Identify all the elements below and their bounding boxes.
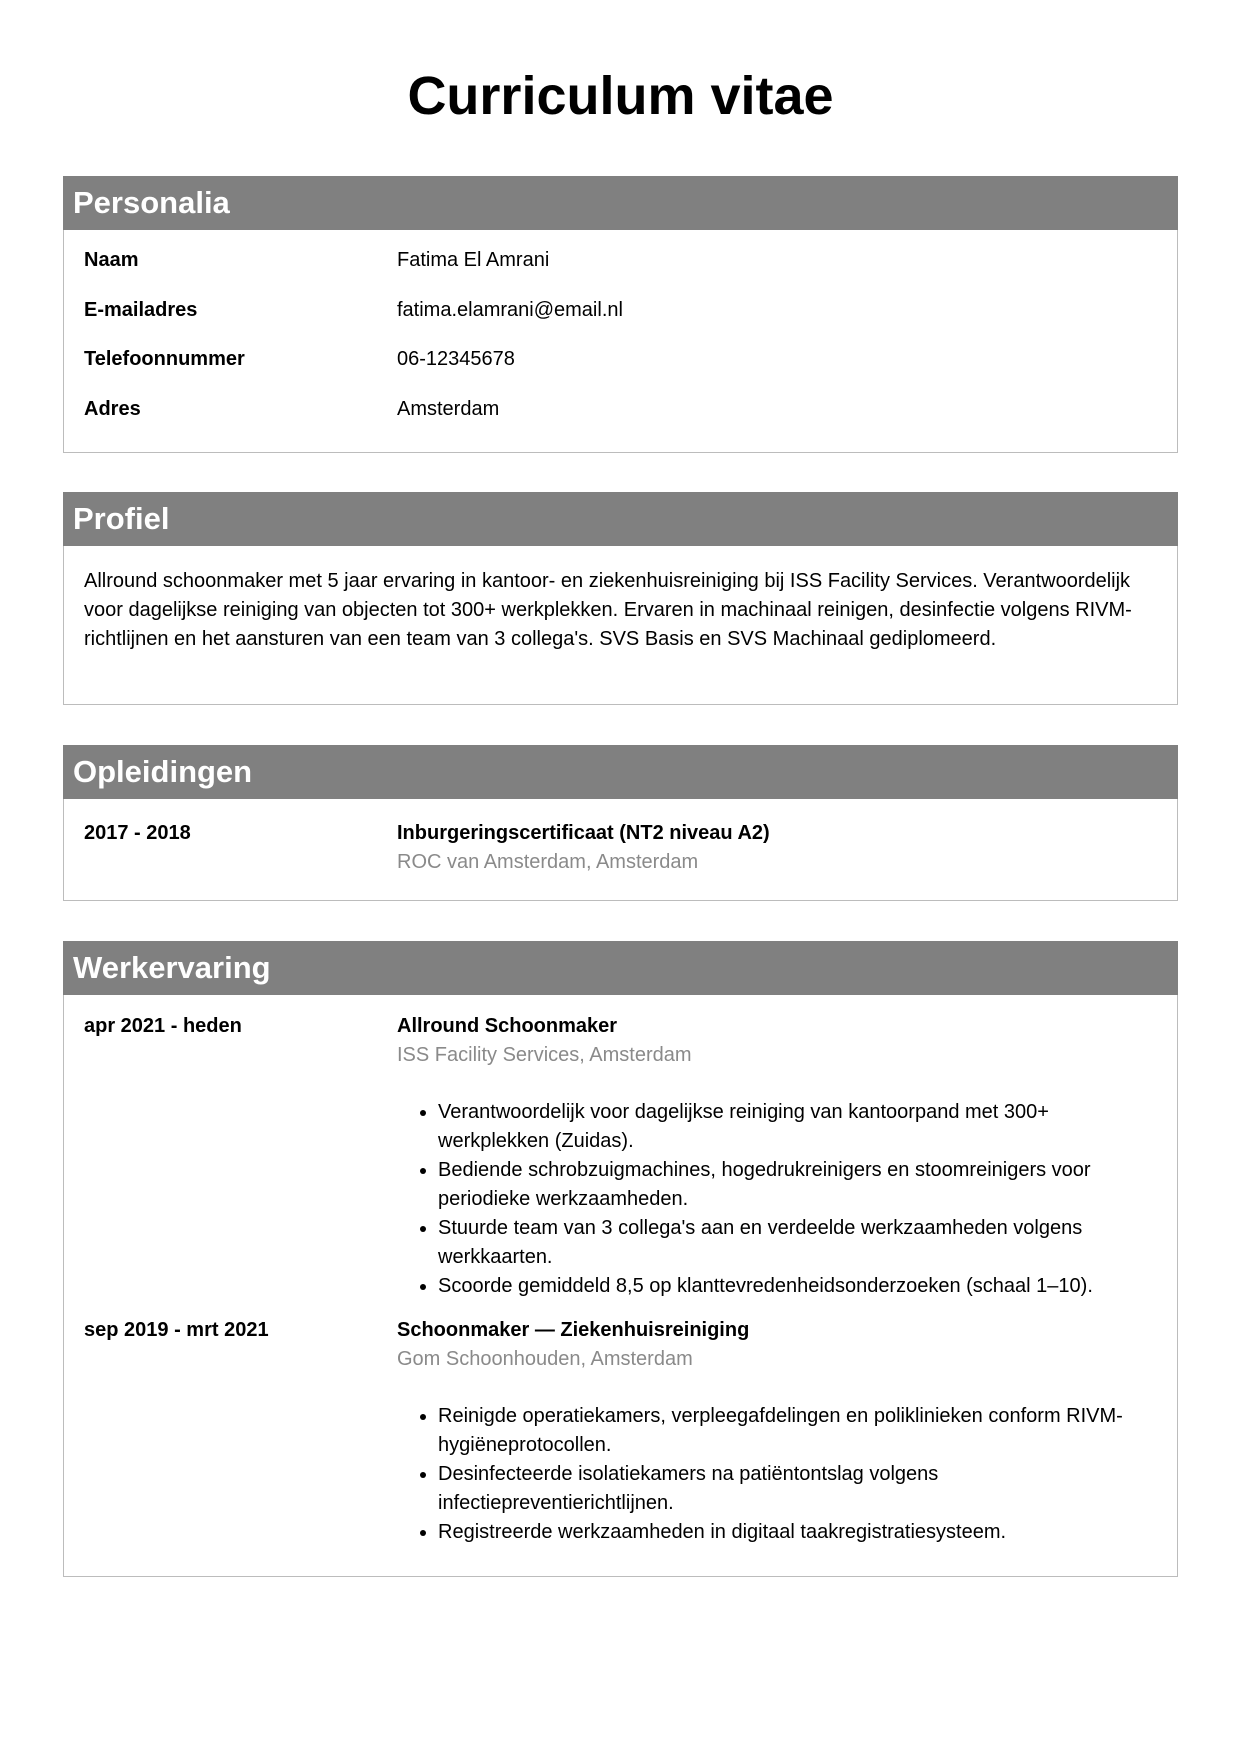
bullet-item: • Reinigde operatiekamers, verpleegafdelingen en poliklinieken conform RIVM-hygiëneprotocollen. (438, 1402, 1157, 1460)
phone-label: Telefoonnummer (84, 348, 245, 370)
personalia-row-email (84, 296, 1157, 346)
personalia-row-address (84, 395, 1157, 445)
education-institution: ROC van Amsterdam, Amsterdam (397, 851, 699, 873)
work-employer: ISS Facility Services, Amsterdam (397, 1044, 692, 1066)
profiel-section (63, 492, 1178, 705)
phone-value: 06-12345678 (397, 348, 515, 370)
personalia-header: Personalia (63, 176, 1178, 230)
page-title: Curriculum vitae (407, 66, 834, 126)
opleidingen-section (63, 745, 1178, 901)
work-bullets (397, 1402, 1157, 1547)
bullet-item: • Scoorde gemiddeld 8,5 op klanttevredenheidsonderzoeken (schaal 1–10). (438, 1272, 1157, 1301)
work-entry (84, 1012, 1157, 1301)
education-period: 2017 - 2018 (84, 822, 191, 844)
email-label: E-mailadres (84, 298, 198, 321)
education-entry (84, 819, 1157, 877)
bullet-item: • Verantwoordelijk voor dagelijkse reiniging van kantoorpand met 300+ werkplekken (Zuidas). (438, 1098, 1157, 1156)
personalia-row-name (84, 246, 1157, 296)
work-period: sep 2019 - mrt 2021 (84, 1319, 269, 1341)
name-value: Fatima El Amrani (397, 249, 550, 271)
bullet-item: • Registreerde werkzaamheden in digitaal taakregistratiesysteem. (438, 1518, 1157, 1547)
work-bullets (397, 1098, 1157, 1301)
bullet-item: • Bediende schrobzuigmachines, hogedrukreinigers en stoomreinigers voor periodieke werkzaamheden. (438, 1156, 1157, 1214)
address-label: Adres (84, 397, 141, 420)
profiel-header: Profiel (63, 492, 1178, 546)
personalia-row-phone (84, 345, 1157, 395)
werkervaring-header: Werkervaring (63, 941, 1178, 995)
work-title: Schoonmaker — Ziekenhuisreiniging (397, 1319, 750, 1341)
email-value: fatima.elamrani@email.nl (397, 298, 623, 321)
werkervaring-section (63, 941, 1178, 1577)
bullet-item: • Desinfecteerde isolatiekamers na patiëntontslag volgens infectiepreventierichtlijnen. (438, 1460, 1157, 1518)
personalia-section (63, 176, 1178, 453)
bullet-item: • Stuurde team van 3 collega's aan en verdeelde werkzaamheden volgens werkkaarten. (438, 1214, 1157, 1272)
name-label: Naam (84, 249, 139, 271)
work-entry (84, 1316, 1157, 1547)
work-title: Allround Schoonmaker (397, 1015, 618, 1037)
education-title: Inburgeringscertificaat (NT2 niveau A2) (397, 822, 770, 844)
profile-text: Allround schoonmaker met 5 jaar ervaring in kantoor- en ziekenhuisreiniging bij ISS Facility Services. Verantwoordelijk voor dagelijkse reiniging van objecten tot 300+ werkplekken. Ervaren in machinaal reinigen, desinfectie volgens RIVM-richtlijnen en het aansturen van een team van 3 collega's. SVS Basis en SVS Machinaal gediplomeerd. (84, 570, 1132, 650)
address-value: Amsterdam (397, 397, 500, 420)
work-employer: Gom Schoonhouden, Amsterdam (397, 1348, 693, 1370)
work-period: apr 2021 - heden (84, 1015, 242, 1037)
opleidingen-header: Opleidingen (63, 745, 1178, 799)
